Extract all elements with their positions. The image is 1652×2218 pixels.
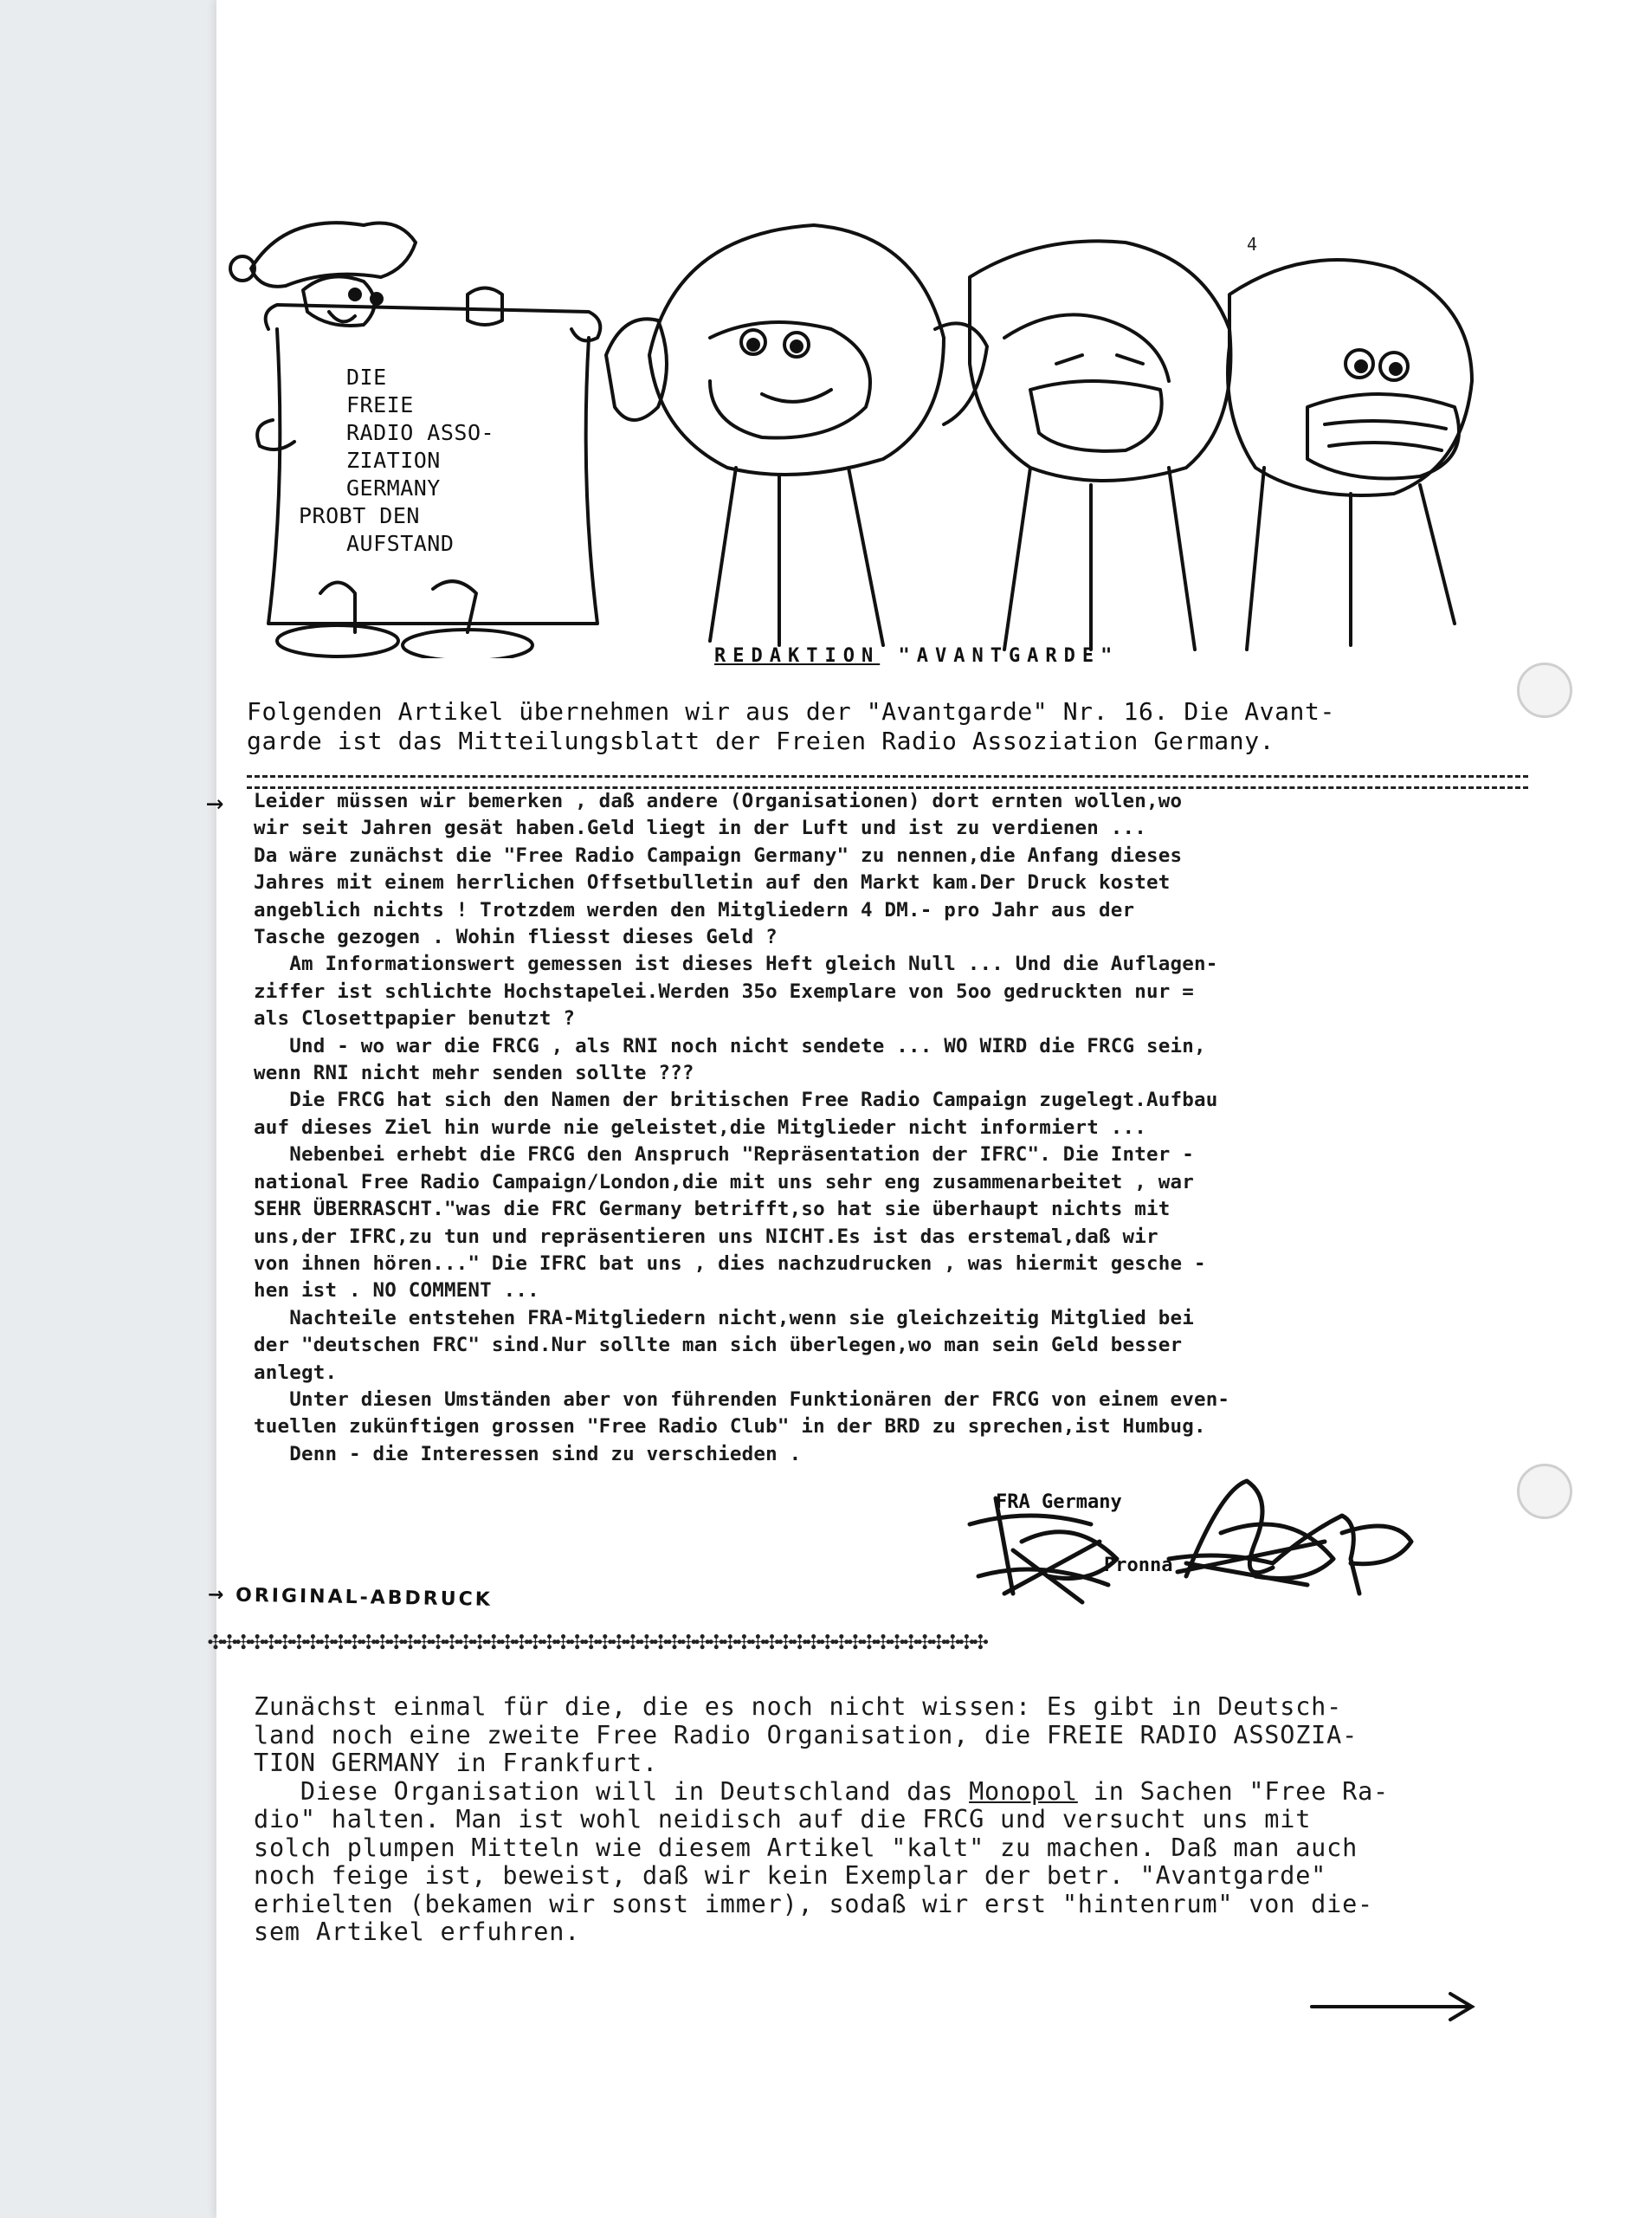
scroll-text xyxy=(294,364,571,558)
monkey-3-icon xyxy=(1228,260,1472,495)
article-line: auf dieses Ziel hin wurde nie geleistet,die Mitglieder nicht informiert ... xyxy=(254,1115,1146,1139)
response-paragraph xyxy=(254,1693,1483,1947)
response-line: sem Artikel erfuhren. xyxy=(254,1917,581,1946)
article-line: anlegt. xyxy=(254,1361,338,1384)
response-line: solch plumpen Mitteln wie diesem Artikel "kalt" zu machen. Daß man auch xyxy=(254,1833,1358,1862)
article-line: Tasche gezogen . Wohin fliesst dieses Geld ? xyxy=(254,926,778,949)
monkey-2-icon xyxy=(970,241,1230,481)
response-line-4-prefix: Diese Organisation will in Deutschland das xyxy=(254,1776,970,1806)
article-line: tuellen zukünftigen grossen "Free Radio Club" in der BRD zu sprechen,ist Humbug. xyxy=(254,1415,1206,1439)
handwritten-note: → ORIGINAL-ABDRUCK xyxy=(207,1584,494,1611)
article-line: Die FRCG hat sich den Namen der britischen Free Radio Campaign zugelegt.Aufbau xyxy=(254,1089,1218,1112)
scroll-line: PROBT DEN xyxy=(299,503,420,528)
response-line-4-suffix: in Sachen "Free Ra- xyxy=(1077,1776,1389,1806)
continue-arrow-icon xyxy=(1307,1989,1481,2024)
scroll-line: FREIE xyxy=(346,392,414,417)
margin-arrow: → xyxy=(206,786,224,820)
article-line: hen ist . NO COMMENT ... xyxy=(254,1279,539,1303)
article-line: Unter diesen Umständen aber von führenden Funktionären der FRCG von einem even- xyxy=(254,1387,1230,1411)
intro-paragraph xyxy=(247,697,1476,756)
article-line: SEHR ÜBERRASCHT."was die FRC Germany betrifft,so hat sie überhaupt nichts mit xyxy=(254,1198,1171,1221)
article-line: uns,der IFRC,zu tun und repräsentieren uns NICHT.Es ist das erstemal,daß wir xyxy=(254,1225,1158,1248)
scroll-line: ZIATION xyxy=(346,448,441,473)
credit-prefix: REDAKTION xyxy=(714,645,881,667)
signature-role: Pronna xyxy=(1104,1555,1173,1576)
signature-org: FRA Germany xyxy=(996,1491,1122,1513)
punch-hole-bottom xyxy=(1517,1464,1572,1519)
article-line: Da wäre zunächst die "Free Radio Campaign Germany" zu nennen,die Anfang dieses xyxy=(254,844,1183,867)
article-line: Nachteile entstehen FRA-Mitgliedern nicht,wenn sie gleichzeitig Mitglied bei xyxy=(254,1306,1194,1329)
article-line: Jahres mit einem herrlichen Offsetbulletin auf den Markt kam.Der Druck kostet xyxy=(254,871,1171,895)
scroll-line: AUFSTAND xyxy=(346,531,455,556)
intro-line: Folgenden Artikel übernehmen wir aus der "Avantgarde" Nr. 16. Die Avant- xyxy=(247,697,1335,726)
page-number: 4 xyxy=(1247,234,1258,255)
monopol-underlined: Monopol xyxy=(969,1776,1078,1806)
punch-hole-top xyxy=(1517,663,1572,718)
article-line: wenn RNI nicht mehr senden sollte ??? xyxy=(254,1062,694,1085)
credit-name: "AVANTGARDE" xyxy=(898,645,1120,667)
cartoon-credit xyxy=(714,645,1119,667)
article-line: Leider müssen wir bemerken , daß andere (Organisationen) dort ernten wollen,wo xyxy=(254,790,1183,812)
response-line: dio" halten. Man ist wohl neidisch auf die FRCG und versucht uns mit xyxy=(254,1805,1312,1833)
scroll-line: GERMANY xyxy=(346,475,441,501)
article-line: Denn - die Interessen sind zu verschieden . xyxy=(254,1442,802,1465)
response-line: Zunächst einmal für die, die es noch nicht wissen: Es gibt in Deutsch- xyxy=(254,1692,1343,1721)
article-line: wir seit Jahren gesät haben.Geld liegt in der Luft und ist zu verdienen ... xyxy=(254,817,1146,840)
scroll-icon xyxy=(266,305,601,340)
response-line xyxy=(254,1778,1483,1807)
article-line: Nebenbei erhebt die FRCG den Anspruch "Repräsentation der IFRC". Die Inter - xyxy=(254,1143,1194,1167)
article-line: ziffer ist schlichte Hochstapelei.Werden 35o Exemplare von 5oo gedruckten nur = xyxy=(254,980,1194,1003)
handwritten-signature-icon xyxy=(961,1464,1446,1611)
response-line: land noch eine zweite Free Radio Organisation, die FREIE RADIO ASSOZIA- xyxy=(254,1720,1358,1749)
response-line: erhielten (bekamen wir sonst immer), sodaß wir erst "hintenrum" von die- xyxy=(254,1889,1374,1918)
intro-line: garde ist das Mitteilungsblatt der Freien Radio Assoziation Germany. xyxy=(247,727,1275,755)
article-line: Und - wo war die FRCG , als RNI noch nicht sendete ... WO WIRD die FRCG sein, xyxy=(254,1034,1206,1057)
scroll-line: DIE xyxy=(346,365,387,390)
article-line: angeblich nichts ! Trotzdem werden den Mitgliedern 4 DM.- pro Jahr aus der xyxy=(254,898,1135,921)
article-line: von ihnen hören..." Die IFRC bat uns , dies nachzudrucken , was hiermit gesche - xyxy=(254,1251,1206,1275)
article-line: national Free Radio Campaign/London,die mit uns sehr eng zusammenarbeitet , war xyxy=(254,1170,1194,1193)
response-line: noch feige ist, beweist, daß wir kein Exemplar der betr. "Avantgarde" xyxy=(254,1861,1327,1890)
scroll-line: RADIO ASSO- xyxy=(346,420,495,445)
reprinted-article xyxy=(254,788,1500,1468)
response-line: TION GERMANY in Frankfurt. xyxy=(254,1749,658,1777)
article-line: der "deutschen FRC" sind.Nur sollte man sich überlegen,wo man sein Geld besser xyxy=(254,1334,1183,1357)
article-line: als Closettpapier benutzt ? xyxy=(254,1007,576,1031)
ornamental-divider: ✣✣✣✣✣✣✣✣✣✣✣✣✣✣✣✣✣✣✣✣✣✣✣✣✣✣✣✣✣✣✣✣✣✣✣✣✣✣✣✣✣✣✣✣✣✣✣✣✣✣✣✣✣✣✣✣ xyxy=(208,1626,987,1656)
article-line: Am Informationswert gemessen ist dieses Heft gleich Null ... Und die Auflagen- xyxy=(254,953,1218,976)
double-dashed-rule xyxy=(247,775,1528,789)
